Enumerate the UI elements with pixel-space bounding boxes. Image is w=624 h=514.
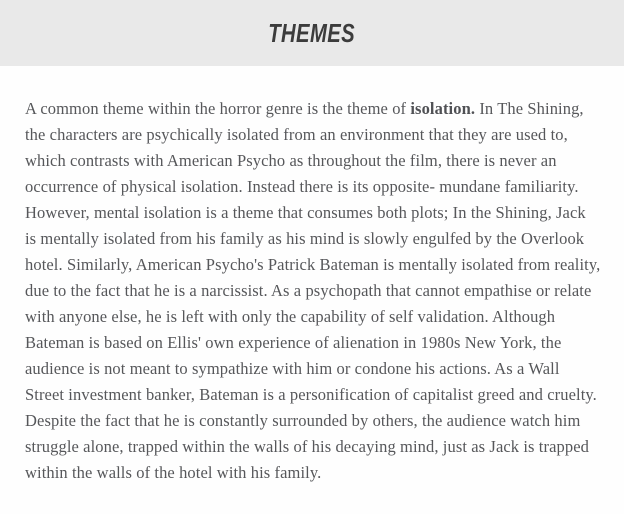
article-paragraph bbox=[25, 96, 601, 486]
header-band bbox=[0, 0, 624, 66]
article-bold-isolation: isolation. bbox=[410, 99, 476, 118]
page-title: THEMES bbox=[268, 17, 356, 48]
content-area bbox=[0, 66, 624, 514]
article-text-after-bold: In The Shining, the characters are psychically isolated from an environment that they are used to, which contrasts with American Psycho as throughout the film, there is never an occurrence of physical isolation. Instead there is its opposite- mundane familiarity. However, mental isolation is a theme that consumes both plots; In the Shining, Jack is mentally isolated from his family as his mind is slowly engulfed by the Overlook hotel. Similarly, American Psycho's Patrick Bateman is mentally isolated from reality, due to the fact that he is a narcissist. As a psychopath that cannot empathise or relate with anyone else, he is left with only the capability of self validation. Although Bateman is based on Ellis' own experience of alienation in 1980s New York, the audience is not meant to sympathize with him or condone his actions. As a Wall Street investment banker, Bateman is a personification of capitalist greed and cruelty. Despite the fact that he is constantly surrounded by others, the audience watch him struggle alone, trapped within the walls of his decaying mind, just as Jack is trapped within the walls of the hotel with his family. bbox=[25, 99, 601, 482]
article-text-before-bold: A common theme within the horror genre is the theme of bbox=[25, 99, 411, 118]
